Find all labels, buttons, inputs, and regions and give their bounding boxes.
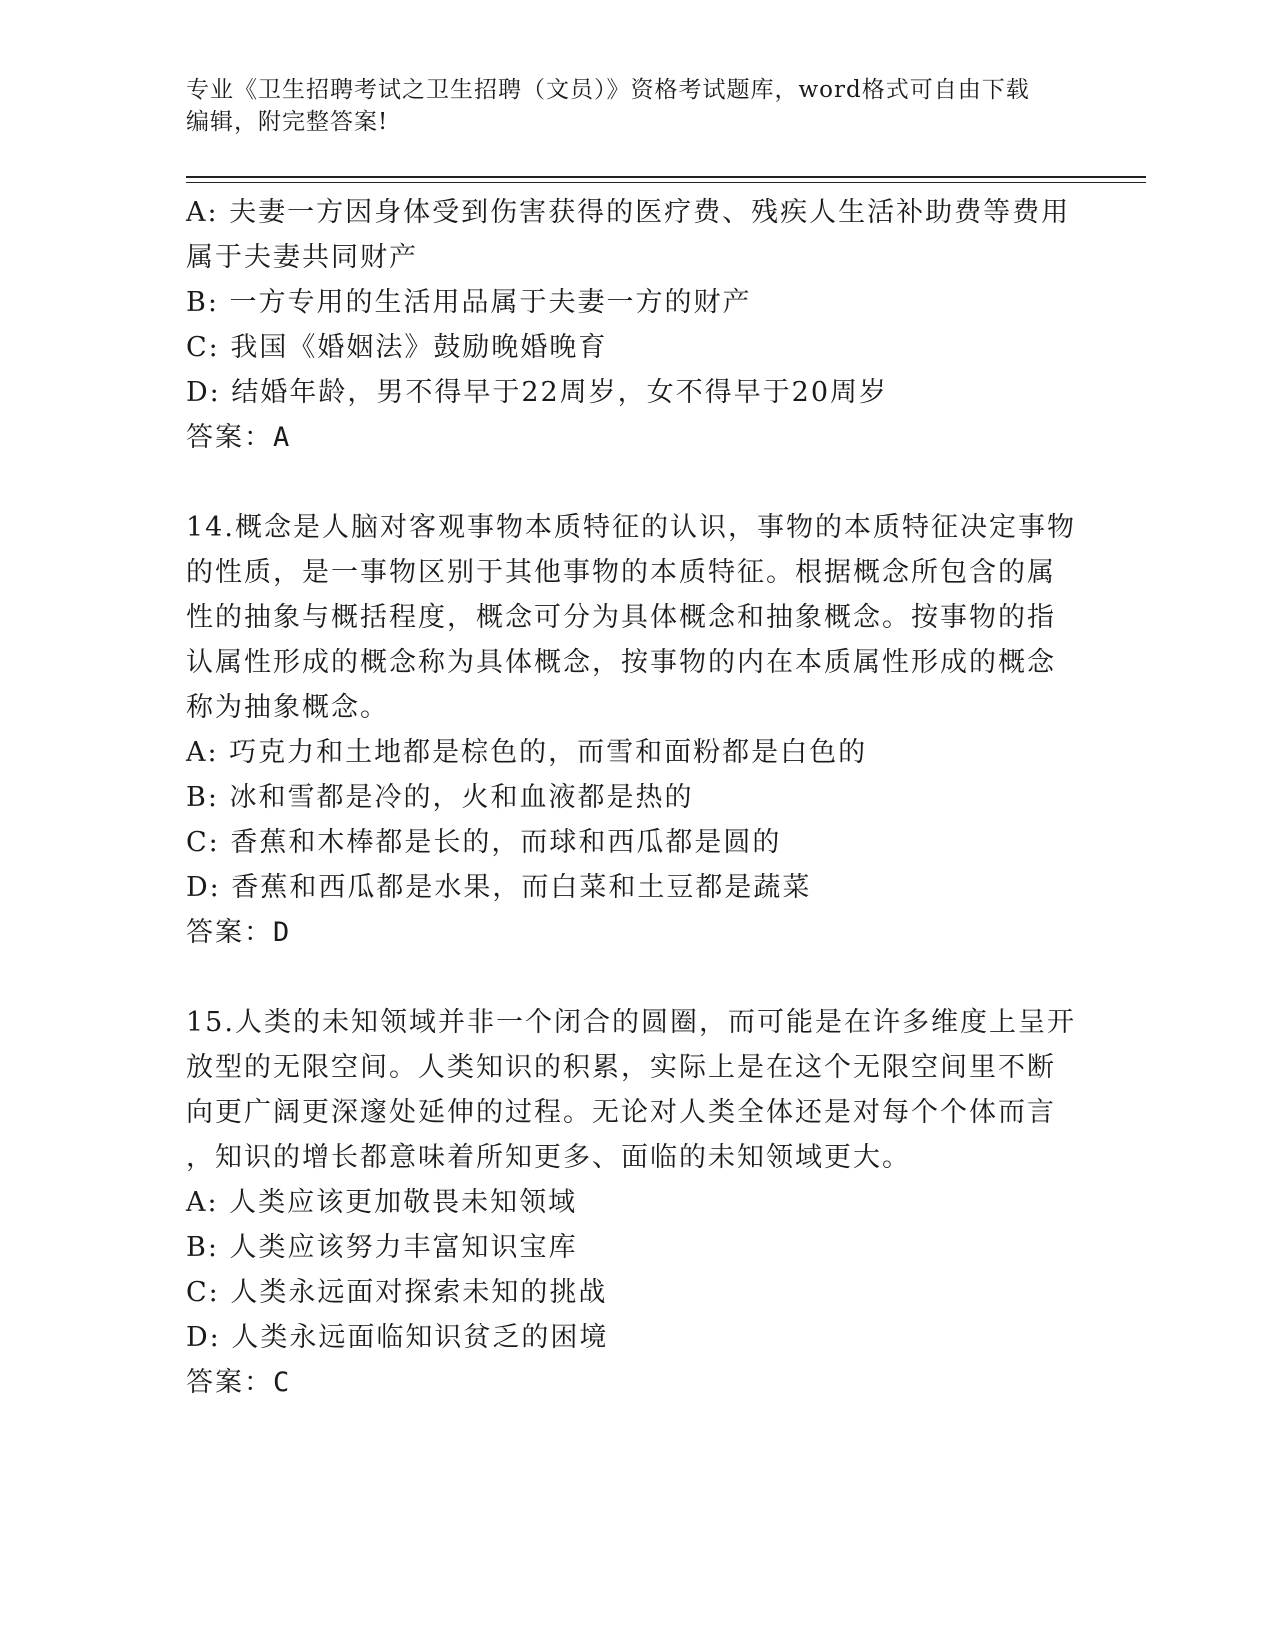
header-line-2: 编辑，附完整答案! bbox=[186, 109, 389, 135]
answer-label: 答案：C bbox=[186, 1367, 292, 1398]
question-stem-line: 向更广阔更深邃处延伸的过程。无论对人类全体还是对每个个体而言 bbox=[186, 1097, 1056, 1128]
option-b: B: 人类应该努力丰富知识宝库 bbox=[186, 1232, 578, 1263]
option-c: C: 我国《婚姻法》鼓励晚婚晚育 bbox=[186, 332, 608, 363]
option-a: A: 巧克力和土地都是棕色的，而雪和面粉都是白色的 bbox=[186, 737, 868, 768]
question-15 bbox=[186, 1000, 1076, 1405]
option-c: C: 香蕉和木棒都是长的，而球和西瓜都是圆的 bbox=[186, 827, 782, 858]
header-line-1: 专业《卫生招聘考试之卫生招聘（文员）》资格考试题库，word格式可自由下载 bbox=[186, 77, 1030, 103]
spacer bbox=[186, 955, 1076, 1000]
question-stem-line: 性的抽象与概括程度，概念可分为具体概念和抽象概念。按事物的指 bbox=[186, 602, 1056, 633]
document-body bbox=[186, 190, 1076, 1405]
option-a-line-2: 属于夫妻共同财产 bbox=[186, 242, 418, 273]
question-13 bbox=[186, 190, 1076, 460]
option-b: B: 一方专用的生活用品属于夫妻一方的财产 bbox=[186, 287, 752, 318]
header-divider-thick bbox=[186, 176, 1146, 178]
option-d: D: 人类永远面临知识贫乏的困境 bbox=[186, 1322, 609, 1353]
header-divider-thin bbox=[186, 182, 1146, 183]
question-stem-line: 放型的无限空间。人类知识的积累，实际上是在这个无限空间里不断 bbox=[186, 1052, 1056, 1083]
option-d: D: 结婚年龄，男不得早于22周岁，女不得早于20周岁 bbox=[186, 377, 889, 408]
question-14 bbox=[186, 505, 1076, 955]
question-stem-line: 的性质，是一事物区别于其他事物的本质特征。根据概念所包含的属 bbox=[186, 557, 1056, 588]
option-c: C: 人类永远面对探索未知的挑战 bbox=[186, 1277, 608, 1308]
option-d: D: 香蕉和西瓜都是水果，而白菜和土豆都是蔬菜 bbox=[186, 872, 812, 903]
question-stem-line: 称为抽象概念。 bbox=[186, 692, 389, 723]
question-stem-line: 14.概念是人脑对客观事物本质特征的认识，事物的本质特征决定事物 bbox=[186, 512, 1076, 543]
question-stem-line: ，知识的增长都意味着所知更多、面临的未知领域更大。 bbox=[186, 1142, 911, 1173]
question-stem-line: 15.人类的未知领域并非一个闭合的圆圈，而可能是在许多维度上呈开 bbox=[186, 1007, 1076, 1038]
answer-label: 答案：D bbox=[186, 917, 292, 948]
option-a: A: 人类应该更加敬畏未知领域 bbox=[186, 1187, 578, 1218]
spacer bbox=[186, 460, 1076, 505]
document-header bbox=[186, 74, 1066, 138]
question-stem-line: 认属性形成的概念称为具体概念，按事物的内在本质属性形成的概念 bbox=[186, 647, 1056, 678]
option-b: B: 冰和雪都是冷的，火和血液都是热的 bbox=[186, 782, 694, 813]
option-a-line-1: A: 夫妻一方因身体受到伤害获得的医疗费、残疾人生活补助费等费用 bbox=[186, 197, 1071, 228]
answer-label: 答案：A bbox=[186, 422, 292, 453]
